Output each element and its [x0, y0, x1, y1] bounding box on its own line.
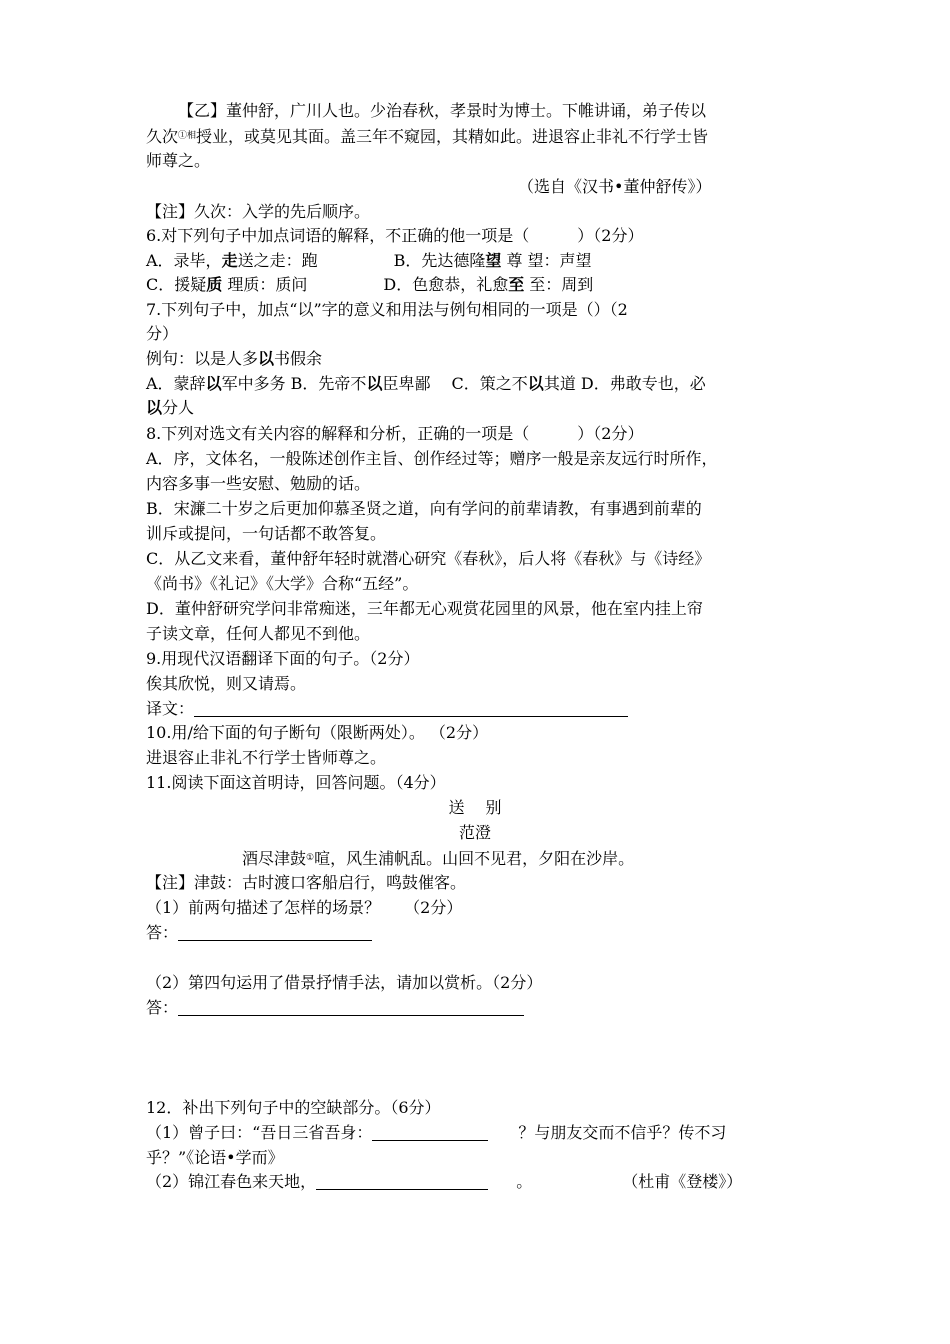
q6-options-ab: [146, 249, 592, 273]
poem-title: 送 别: [448, 798, 502, 817]
option-text: 分人: [162, 398, 195, 417]
answer-label: 答：: [146, 923, 179, 942]
sentence-text: （1）曾子曰：“吾日三省吾身：: [146, 1123, 373, 1142]
q11-answer-2: [146, 996, 524, 1020]
q6-option-a: [146, 251, 318, 270]
option-text: D．色愈恭，礼愈: [383, 275, 509, 294]
q12-sentence-1-cont: 乎？”《论语•学而》: [146, 1148, 284, 1167]
q12-stem: 12．补出下列句子中的空缺部分。（6分）: [146, 1098, 441, 1117]
q6-option-c: [146, 275, 307, 294]
dotted-word: 走: [221, 251, 238, 270]
option-text: 臣卑鄙 C．策之不: [382, 374, 528, 393]
dotted-word: 至: [508, 275, 525, 294]
q8-option-a-line-2: 内容多事一些安慰、勉励的话。: [146, 474, 371, 493]
dotted-word: 质: [206, 275, 223, 294]
option-text: 至：周到: [524, 275, 594, 294]
option-text: B．先达德隆: [393, 251, 486, 270]
q11-stem: 11.阅读下面这首明诗，回答问题。（4分）: [146, 773, 446, 792]
dotted-word: 望: [485, 251, 502, 270]
q8-option-b-line-2: 训斥或提问，一句话都不敢答复。: [146, 524, 387, 543]
q9-answer: [146, 697, 628, 721]
q8-option-b-line-1: B．宋濂二十岁之后更加仰慕圣贤之道，向有学问的前辈请教，有事遇到前辈的: [146, 499, 702, 518]
q7-stem-line-2: 分）: [146, 324, 179, 343]
option-text: 其道 D．弗敢专也，必: [543, 374, 706, 393]
q8-option-d-line-2: 子读文章，任何人都见不到他。: [146, 624, 371, 643]
dotted-word: 以: [366, 374, 383, 393]
dotted-word: 以: [527, 374, 544, 393]
answer-label: 答：: [146, 998, 179, 1017]
option-text: A．录毕，: [146, 251, 222, 270]
q6-options-cd: [146, 273, 593, 297]
q7-stem-line-1: 7.下列句子中，加点“以”字的意义和用法与例句相同的一项是（）（2: [146, 300, 628, 319]
sentence-text: 。: [516, 1172, 533, 1191]
answer-blank[interactable]: [178, 999, 524, 1016]
option-text: 理质：质问: [222, 275, 308, 294]
footnote-marker: ①: [306, 853, 315, 863]
passage-yi-line-1: 【乙】董仲舒，广川人也。少治春秋，孝景时为博士。下帷讲诵，弟子传以: [178, 101, 707, 120]
q7-options-line-1: [146, 372, 706, 396]
q7-options-line-2: [146, 396, 194, 420]
q10-sentence: 进退容止非礼不行学士皆师尊之。: [146, 748, 387, 767]
answer-label: 译文：: [146, 699, 195, 718]
q11-answer-1: [146, 921, 372, 945]
sentence-source: （杜甫《登楼》）: [622, 1172, 743, 1191]
poem-text: [242, 846, 634, 871]
dotted-word: 以: [205, 374, 222, 393]
q11-note: 【注】津鼓：古时渡口客船启行，鸣鼓催客。: [146, 873, 467, 892]
passage-yi-source: （选自《汉书•董仲舒传》）: [518, 177, 712, 196]
option-text: A．蒙辞: [146, 374, 206, 393]
option-text: 军中多务 B．先帝不: [221, 374, 367, 393]
fill-blank[interactable]: [316, 1173, 488, 1190]
poem-line: 酒尽津鼓: [242, 849, 307, 868]
passage-yi-note: 【注】久次：入学的先后顺序。: [146, 202, 371, 221]
q9-sentence: 俟其欣悦，则又请焉。: [146, 674, 307, 693]
q8-option-d-line-1: D．董仲舒研究学问非常痴迷，三年都无心观赏花园里的风景，他在室内挂上帘: [146, 599, 703, 618]
q6-stem: 6.对下列句子中加点词语的解释，不正确的他一项是（ ）（2分）: [146, 226, 644, 245]
fill-blank[interactable]: [372, 1124, 488, 1141]
q12-sentence-1: [146, 1121, 726, 1145]
example-text: 书假余: [274, 349, 323, 368]
q12-sentence-2: [146, 1170, 742, 1194]
passage-yi-line-3: 师尊之。: [146, 151, 211, 170]
poem-author: 范澄: [458, 823, 491, 842]
q8-option-a-line-1: A．序，文体名，一般陈述创作主旨、创作经过等；赠序一般是亲友远行时所作，: [146, 449, 718, 468]
passage-yi-line-2: [146, 124, 708, 149]
q8-option-c-line-1: C．从乙文来看，董仲舒年轻时就潜心研究《春秋》，后人将《春秋》与《诗经》: [146, 549, 711, 568]
q10-stem: 10.用/给下面的句子断句（限断两处）。 （2分）: [146, 723, 489, 742]
q8-option-c-line-2: 《尚书》《礼记》《大学》合称“五经”。: [146, 574, 419, 593]
sentence-text: （2）锦江春色来天地，: [146, 1172, 317, 1191]
option-text: 送之走：跑: [237, 251, 318, 270]
passage-yi-text: 久次: [146, 127, 179, 146]
option-text: C．援疑: [146, 275, 207, 294]
q6-option-d: [383, 275, 593, 294]
q6-option-b: [394, 251, 592, 270]
poem-line: 喧，风生浦帆乱。山回不见君，夕阳在沙岸。: [314, 849, 635, 868]
answer-blank[interactable]: [194, 700, 628, 717]
option-text: 尊 望：声望: [501, 251, 592, 270]
q7-example: [146, 347, 322, 371]
q11-sub-1: （1）前两句描述了怎样的场景？ （2分）: [146, 898, 463, 917]
q8-stem: 8.下列对选文有关内容的解释和分析，正确的一项是（ ）（2分）: [146, 424, 644, 443]
q9-stem: 9.用现代汉语翻译下面的句子。（2分）: [146, 649, 420, 668]
passage-yi-text: 授业，或莫见其面。盖三年不窥园，其精如此。进退容止非礼不行学士皆: [196, 127, 709, 146]
answer-blank[interactable]: [178, 924, 372, 941]
dotted-word: 以: [258, 349, 275, 368]
example-text: 例句：以是人多: [146, 349, 259, 368]
sentence-text: ？与朋友交而不信乎？传不习: [518, 1123, 727, 1142]
dotted-word: 以: [146, 398, 163, 417]
footnote-marker: ①相: [178, 131, 197, 141]
q11-sub-2: （2）第四句运用了借景抒情手法，请加以赏析。（2分）: [146, 973, 543, 992]
